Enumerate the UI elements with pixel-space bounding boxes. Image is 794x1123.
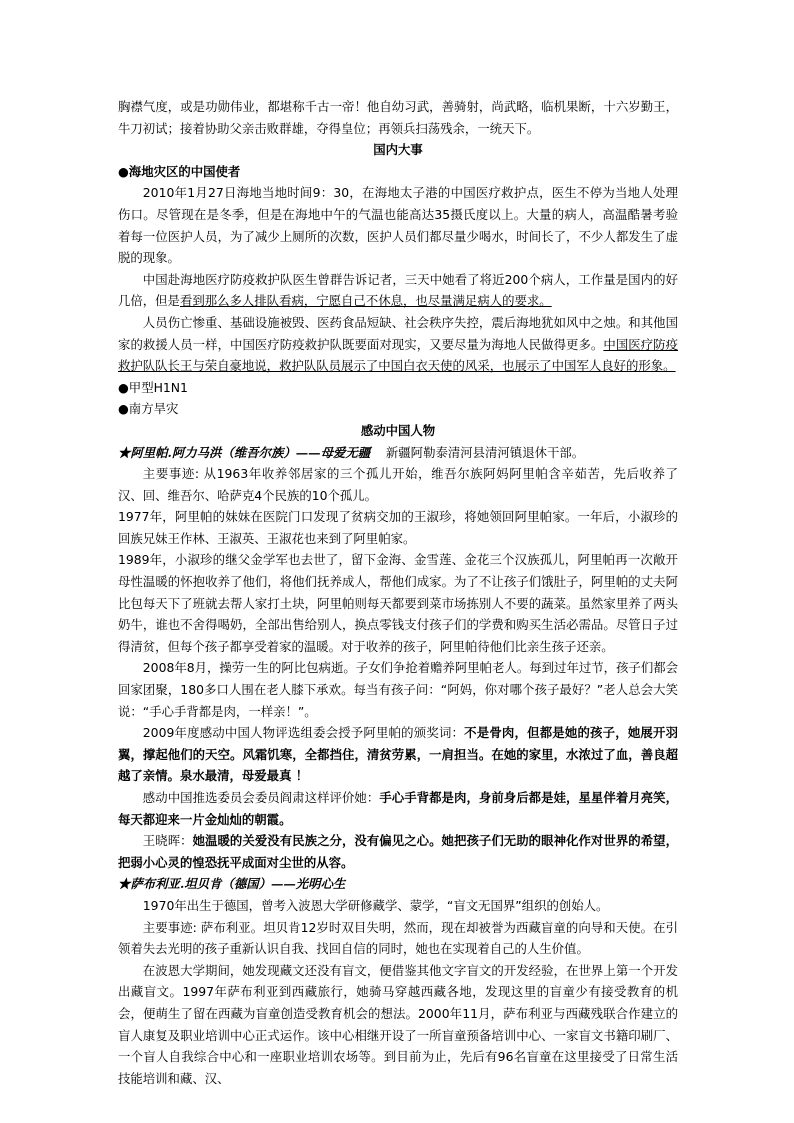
domestic-heading: 国内大事 — [373, 142, 423, 158]
haiti-p2-text: 中国赴海地医疗防疫救护队医生曾群告诉记者，三天中她看了将近200个病人，工作量是国内的好几倍，但是 — [118, 271, 678, 309]
person2-paragraph-1: 1970年出生于德国，曾考入波恩大学研修藏学、蒙学，“盲文无国界”组织的创始人。 — [142, 897, 609, 913]
person1-paragraph-5 — [118, 722, 678, 787]
document-page — [118, 96, 678, 1089]
yansu-comment: 手心手背都是肉，身前身后都是娃，星星伴着月亮笑，每天都迎来一片金灿灿的朝霞。 — [118, 790, 679, 827]
person1-title: ★阿里帕.阿力马洪（维吾尔族）——母爱无疆 — [118, 444, 371, 460]
wangxiaohui-comment: 她温暖的关爱没有民族之分，没有偏见之心。她把孩子们无助的眼神化作对世界的希望，把弱小心灵的惶恐抚平成面对尘世的从容。 — [118, 833, 679, 870]
person1-subtitle: 新疆阿勒泰清河县清河镇退休干部。 — [385, 444, 585, 460]
award-citation-intro: 2009年度感动中国人物评选组委会授予阿里帕的颁奖词： — [142, 725, 465, 741]
person2-header — [118, 873, 678, 895]
h1n1-bullet: ●甲型H1N1 — [118, 379, 188, 395]
person1-paragraph-7 — [118, 830, 678, 873]
drought-bullet: ●南方旱灾 — [118, 401, 179, 417]
yansu-comment-intro: 感动中国推选委员会委员阎肃这样评价她： — [142, 790, 380, 805]
person1-header — [118, 442, 678, 464]
touching-heading: 感动中国人物 — [360, 422, 436, 438]
haiti-section-title: ●海地灾区的中国使者 — [118, 163, 241, 179]
person1-paragraph-1: 主要事迹: 从1963年收养邻居家的三个孤儿开始，维吾尔族阿妈阿里帕含辛茹苦，先后收养了汉、回、维吾尔、哈萨克4个民族的10个孤儿。 — [118, 466, 678, 503]
wangxiaohui-name: 王晓晖： — [142, 833, 193, 849]
haiti-paragraph-2 — [118, 269, 678, 312]
haiti-p3-underlined: 中国医疗防疫救护队队长王与荣自豪地说，救护队队员展示了中国白衣天使的风采，也展示了中国军人良好的形象。 — [118, 336, 679, 374]
award-citation: 不是骨肉，但都是她的孩子，她展开羽翼，撑起他们的天空。风霜饥寒，全都挡住，清贫劳累，一肩担当。在她的家里，水浓过了血，善良超越了亲情。泉水最清，母爱最真 ！ — [118, 725, 678, 784]
person1-paragraph-6 — [118, 787, 678, 830]
person1-paragraph-3: 1989年，小淑珍的继父金学军也去世了，留下金海、金雪莲、金花三个汉族孤儿，阿里帕再一次敞开母性温暖的怀抱收养了他们，将他们抚养成人，帮他们成家。为了不让孩子们饿肚子，阿里帕的丈夫阿比包每天下了班就去帮人家打土块，阿里帕则每天都要到菜市场拣别人不要的蔬菜。虽然家里养了两头奶牛，谁也不舍得喝奶，全部出售给别人，换点零钱支付孩子们的学费和购买生活必需品。尽管日子过得清贫，但每个孩子都享受着家的温暖。对于收养的孩子，阿里帕待他们比亲生孩子还亲。 — [118, 552, 678, 654]
haiti-p2-underlined: 看到那么多人排队看病，宁愿自己不休息，也尽量满足病人的要求。 — [179, 293, 552, 309]
person1-paragraph-4: 2008年8月，操劳一生的阿比包病逝。子女们争抢着赡养阿里帕老人。每到过年过节，孩子们都会回家团聚，180多口人围在老人膝下承欢。每当有孩子问：“阿妈，你对哪个孩子最好？”老人总会大笑说：“手心手背都是肉，一样亲！”。 — [118, 660, 678, 719]
intro-paragraph: 胸襟气度，或是功勋伟业，都堪称千古一帝！他自幼习武，善骑射，尚武略，临机果断，十六岁勤王，牛刀初试；接着协助父亲击败群雄，夺得皇位；再领兵扫荡残余，一统天下。 — [118, 99, 678, 136]
person2-paragraph-3: 在波恩大学期间，她发现藏文还没有盲文，便借鉴其他文字盲文的开发经验，在世界上第一个开发出藏盲文。1997年萨布利亚到西藏旅行，她骑马穿越西藏各地，发现这里的盲童少有接受教育的机会，便萌生了留在西藏为盲童创造受教育机会的想法。2000年11月，萨布利亚与西藏残联合作建立的盲人康复及职业培训中心正式运作。该中心相继开设了一所盲童预备培训中心、一家盲文书籍印刷厂、一个盲人自我综合中心和一座职业培训农场等。到目前为止，先后有96名盲童在这里接受了日常生活技能培训和藏、汉、 — [118, 962, 678, 1086]
haiti-p3-text: 人员伤亡惨重、基础设施被毁、医药食品短缺、社会秩序失控，震后海地犹如风中之烛。和其他国家的救援人员一样，中国医疗防疫救护队既要面对现实，又要尽量为海地人民做得更多。 — [118, 314, 678, 352]
person1-paragraph-2: 1977年，阿里帕的妹妹在医院门口发现了贫病交加的王淑珍，将她领回阿里帕家。一年后，小淑珍的回族兄妹王作林、王淑英、王淑花也来到了阿里帕家。 — [118, 509, 678, 546]
haiti-paragraph-3 — [118, 312, 678, 377]
haiti-paragraph-1: 2010年1月27日海地当地时间9：30，在海地太子港的中国医疗救护点，医生不停为当地人处理伤口。尽管现在是冬季，但是在海地中午的气温也能高达35摄氏度以上。大量的病人，高温酷暑考验着每一位医护人员，为了减少上厕所的次数，医护人员们都尽量少喝水，时间长了，不少人都发生了虚脱的现象。 — [118, 185, 678, 266]
person2-title: ★萨布利亚.坦贝肯（德国）——光明心生 — [118, 876, 346, 892]
person2-paragraph-2: 主要事迹: 萨布利亚。坦贝肯12岁时双目失明，然而，现在却被誉为西藏盲童的向导和天使。在引领着失去光明的孩子重新认识自我、找回自信的同时，她也在实现着自己的人生价值。 — [118, 919, 678, 957]
